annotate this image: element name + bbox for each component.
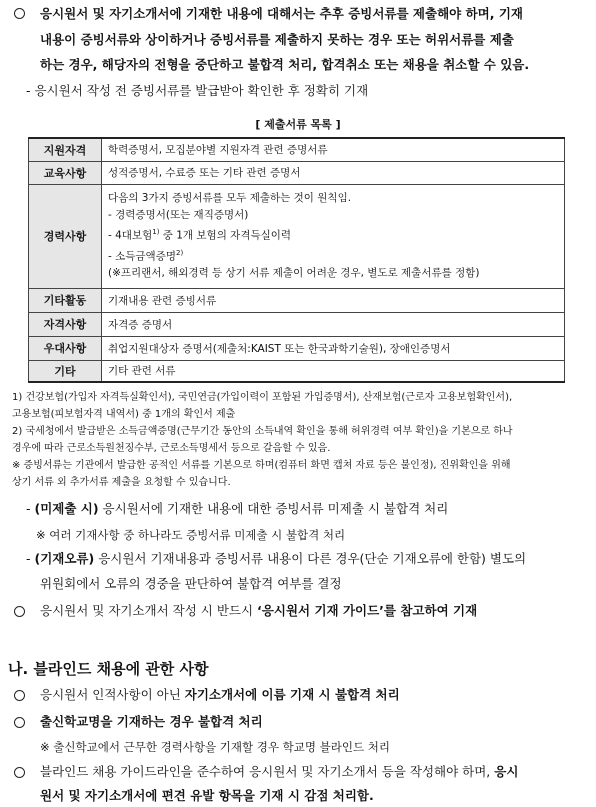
entry-error-line: - (기재오류) 응시원서 기재내용과 증빙서류 내용이 다른 경우(단순 기재오류에 한함) 별도의: [26, 551, 527, 566]
table-title: [ 제출서류 목록 ]: [255, 118, 341, 131]
row-label: 기타: [29, 360, 102, 382]
row-label: 우대사항: [29, 336, 102, 360]
intro-line-3: 하는 경우, 해당자의 전형을 중단하고 불합격 처리, 합격취소 또는 채용을 취소할 수 있음.: [40, 57, 530, 72]
footnote-ref: 1): [152, 228, 160, 236]
circle-bullet-icon: [14, 717, 25, 728]
career-line-text: - 소득금액증명: [108, 250, 176, 262]
item1-bold: 자기소개서에 이름 기재 시 불합격 처리: [184, 687, 400, 702]
footnote: 1) 건강보험(가입자 자격득실확인서), 국민연금(가입이력이 포함된 가입증명서), 산재보험(근로자 고용보험확인서),: [12, 392, 513, 403]
blind-item-1: [40, 686, 400, 703]
table-row: [29, 312, 565, 336]
row-value: 취업지원대상자 증명서(제출처:KAIST 또는 한국과학기술원), 장애인증명서: [102, 336, 565, 360]
row-label: 기타활동: [29, 288, 102, 312]
missing-text: 응시원서에 기재한 내용에 대한 증빙서류 미제출 시 불합격 처리: [98, 501, 449, 516]
circle-bullet-icon: [14, 8, 25, 19]
footnote: 2) 국세청에서 발급받은 소득금액증명(근무기간 동안의 소득내역 확인을 통해 허위경력 여부 확인)을 기본으로 하나: [12, 426, 513, 437]
table-row: [29, 336, 565, 360]
intro-line-1: 응시원서 및 자기소개서에 기재한 내용에 대해서는 추후 증빙서류를 제출해야 하며, 기재: [40, 6, 523, 21]
career-line: (※프리랜서, 해외경력 등 상기 서류 제출이 어려운 경우, 별도로 제출서류를 정함): [108, 267, 480, 279]
missing-submission-line: - (미제출 시) 응시원서에 기재한 내용에 대한 증빙서류 미제출 시 불합격 처리: [26, 501, 449, 516]
footnote: 고용보험(피보험자격 내역서) 중 1개의 확인서 제출: [12, 409, 236, 420]
item3-bold-a: 응시: [494, 764, 519, 779]
circle-bullet-icon: [14, 606, 25, 617]
error-label: (기재오류): [34, 551, 95, 566]
row-value: 기재내용 관련 증빙서류: [102, 288, 565, 312]
missing-label: (미제출 시): [34, 501, 99, 516]
intro-line-2: 내용이 증빙서류와 상이하거나 증빙서류를 제출하지 못하는 경우 또는 허위서류를 제출: [40, 32, 514, 47]
guide-line: [40, 602, 477, 619]
footnote: ※ 증빙서류는 기관에서 발급한 공적인 서류를 기본으로 하며(컴퓨터 화면 캡쳐 자료 등은 불인정), 진위확인을 위해: [12, 460, 511, 471]
table-row: [29, 138, 565, 161]
table-row: [29, 288, 565, 312]
circle-bullet-icon: [14, 767, 25, 778]
career-line-text: 중 1개 보험의 자격득실이력: [159, 229, 292, 242]
guide-plain: 응시원서 및 자기소개서 작성 시 반드시: [40, 603, 258, 618]
footnote: 경우에 따라 근로소득원천징수부, 근로소득명세서 등으로 갈음할 수 있음.: [12, 443, 331, 454]
blind-item-3-line-1: [40, 763, 518, 780]
career-line: 다음의 3가지 증빙서류를 모두 제출하는 것이 원칙임.: [108, 192, 352, 204]
guide-bold: ‘응시원서 기재 가이드’를 참고하여 기재: [257, 603, 478, 618]
error-text-2: 위원회에서 오류의 경중을 판단하여 불합격 여부를 결정: [40, 576, 342, 591]
missing-note: ※ 여러 기재사항 중 하나라도 증빙서류 미제출 시 불합격 처리: [36, 528, 346, 542]
row-value: 학력증명서, 모집분야별 지원자격 관련 증명서류: [102, 138, 565, 161]
item1-plain: 응시원서 인적사항이 아닌: [40, 687, 185, 702]
blind-item-3-line-2: 원서 및 자기소개서에 편견 유발 항목을 기재 시 감점 처리함.: [40, 788, 374, 803]
blind-item-2: 출신학교명을 기재하는 경우 불합격 처리: [40, 714, 263, 729]
row-value: 성적증명서, 수료증 또는 기타 관련 증명서: [102, 161, 565, 184]
row-label: 지원자격: [29, 138, 102, 161]
career-line: [108, 224, 558, 245]
intro-note: - 응시원서 작성 전 증빙서류를 발급받아 확인한 후 정확히 기재: [26, 83, 369, 98]
row-value: 자격증 증명서: [102, 312, 565, 336]
footnote: 상기 서류 외 추가서류 제출을 요청할 수 있습니다.: [12, 477, 231, 488]
table-row: [29, 161, 565, 184]
career-line-text: - 4대보험: [108, 229, 153, 242]
error-text-1: 응시원서 기재내용과 증빙서류 내용이 다른 경우(단순 기재오류에 한함) 별도의: [94, 551, 527, 566]
row-value-career: [102, 184, 565, 288]
circle-bullet-icon: [14, 690, 25, 701]
blind-item-2-note: ※ 출신학교에서 근무한 경력사항을 기재할 경우 학교명 블라인드 처리: [40, 740, 390, 754]
career-line: - 경력증명서(또는 재직증명서): [108, 209, 249, 221]
footnote-ref: 2): [175, 248, 184, 257]
documents-table: [28, 137, 565, 383]
row-label: 교육사항: [29, 161, 102, 184]
row-label: 자격사항: [29, 312, 102, 336]
item3-plain: 블라인드 채용 가이드라인을 준수하여 응시원서 및 자기소개서 등을 작성해야 하며,: [40, 764, 495, 779]
section-heading: 나. 블라인드 채용에 관한 사항: [8, 660, 209, 678]
career-line: [108, 245, 558, 266]
table-row: [29, 184, 565, 288]
row-value: 기타 관련 서류: [102, 360, 565, 382]
row-label: 경력사항: [29, 184, 102, 288]
table-row: [29, 360, 565, 382]
